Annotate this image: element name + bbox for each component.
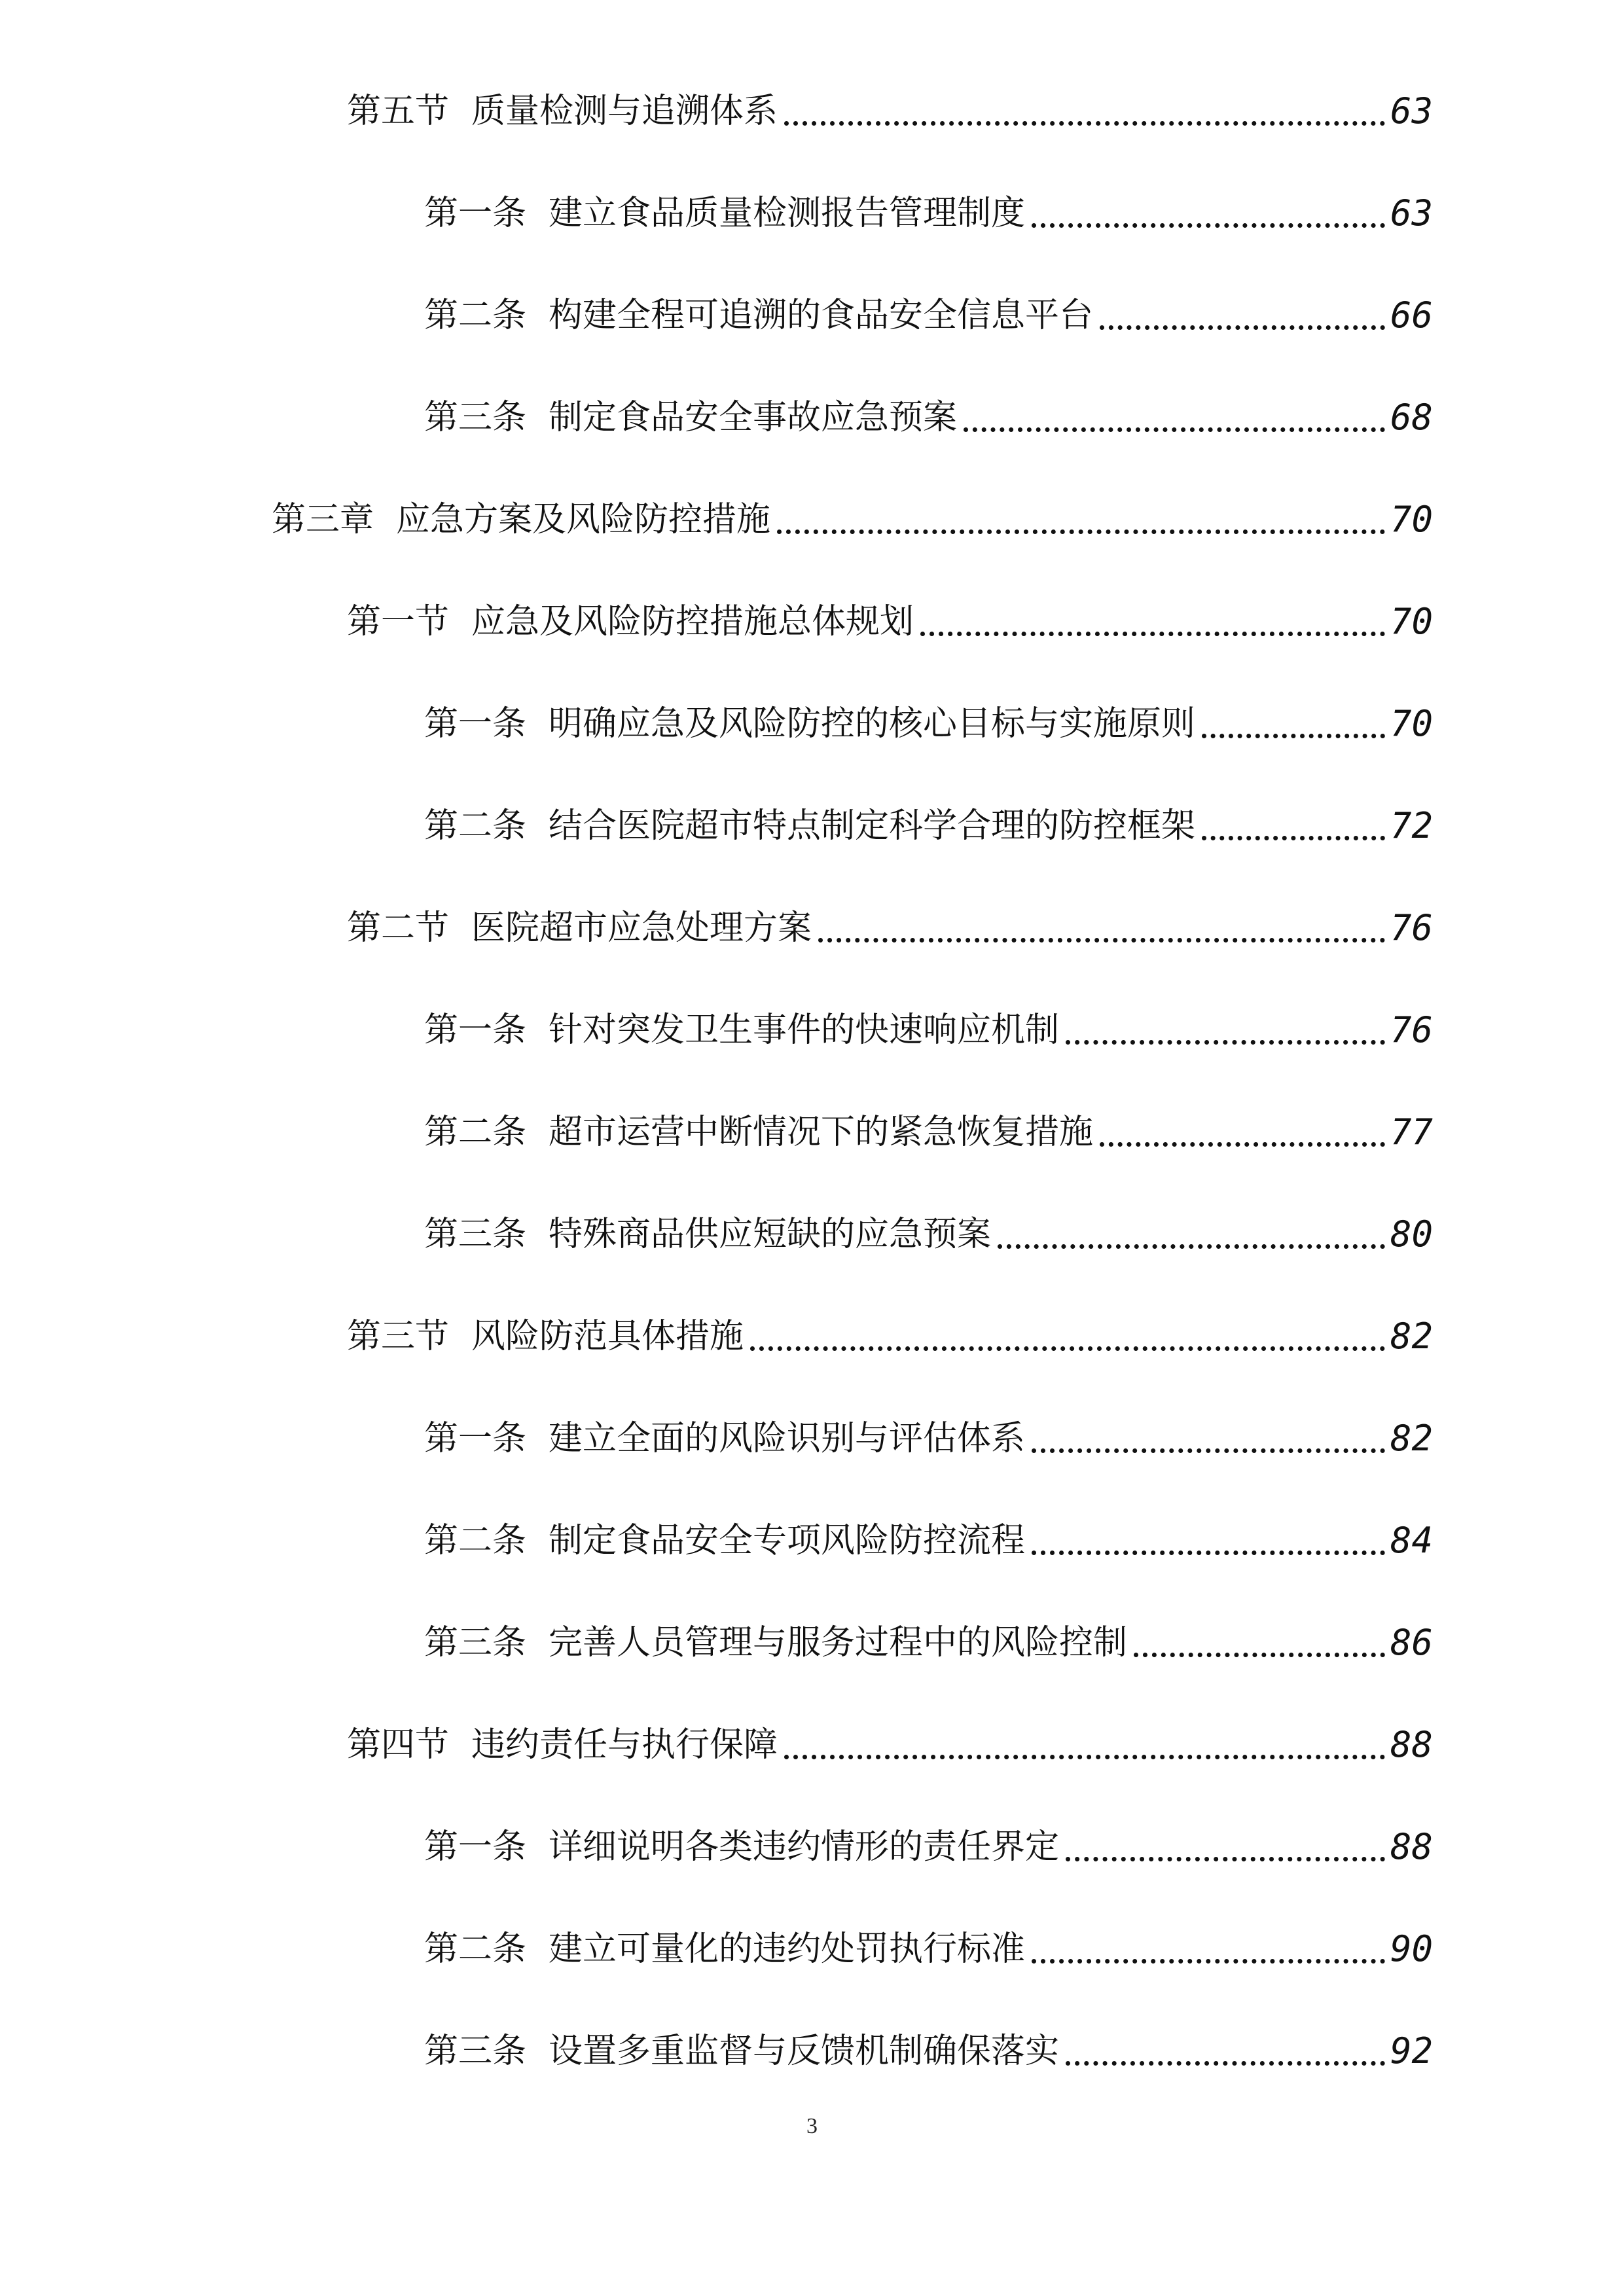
toc-entry-number: 第二条: [424, 1113, 527, 1152]
toc-entry[interactable]: [424, 1515, 1433, 1567]
dot-leader: [1066, 2061, 1385, 2066]
toc-entry-title: 建立全面的风险识别与评估体系: [549, 1419, 1026, 1458]
toc-entry-title: 制定食品安全事故应急预案: [549, 398, 958, 437]
toc-entry-number: 第二条: [424, 1929, 527, 1969]
toc-entry-title: 特殊商品供应短缺的应急预案: [549, 1215, 992, 1254]
toc-entry[interactable]: [424, 1208, 1433, 1261]
toc-entry-number: 第一条: [424, 194, 527, 233]
toc-entry-number: 第三章: [272, 500, 374, 539]
toc-entry-number: 第二条: [424, 296, 527, 335]
toc-entry-page: 76: [1390, 907, 1433, 948]
toc-entry[interactable]: [424, 698, 1433, 750]
toc-entry-page: 68: [1390, 397, 1433, 438]
dot-leader: [998, 1244, 1385, 1249]
toc-entry-page: 70: [1390, 601, 1433, 642]
toc-entry-page: 88: [1390, 1724, 1433, 1765]
toc-entry-page: 80: [1390, 1213, 1433, 1255]
toc-entry-page: 90: [1390, 1928, 1433, 1969]
toc-entry-number: 第一条: [424, 1011, 527, 1050]
toc-entry[interactable]: [424, 289, 1433, 342]
toc-entry[interactable]: [347, 85, 1433, 137]
dot-leader: [1032, 1448, 1385, 1453]
dot-leader: [1100, 325, 1385, 330]
toc-entry-number: 第三条: [424, 1215, 527, 1254]
toc-entry-title: 质量检测与追溯体系: [471, 92, 778, 131]
toc-entry[interactable]: [347, 1310, 1433, 1363]
toc-entry-number: 第一条: [424, 1827, 527, 1867]
toc-entry[interactable]: [424, 187, 1433, 240]
toc-entry-title: 医院超市应急处理方案: [471, 908, 812, 948]
dot-leader: [920, 632, 1385, 636]
toc-entry-page: 63: [1390, 192, 1433, 234]
toc-entry[interactable]: [347, 596, 1433, 648]
toc-entry[interactable]: [424, 1617, 1433, 1669]
toc-entry-page: 66: [1390, 295, 1433, 336]
dot-leader: [1032, 223, 1385, 228]
toc-entry-title: 超市运营中断情况下的紧急恢复措施: [549, 1113, 1094, 1152]
dot-leader: [1066, 1857, 1385, 1861]
toc-entry-title: 构建全程可追溯的食品安全信息平台: [549, 296, 1094, 335]
toc-entry-title: 完善人员管理与服务过程中的风险控制: [549, 1623, 1128, 1662]
toc-entry[interactable]: [424, 1004, 1433, 1056]
dot-leader: [750, 1346, 1385, 1351]
dot-leader: [1134, 1653, 1385, 1657]
toc-entry[interactable]: [424, 391, 1433, 444]
dot-leader: [1100, 1142, 1385, 1147]
page-number: 3: [806, 2114, 818, 2138]
toc-entry-number: 第三节: [347, 1317, 450, 1356]
toc-entry[interactable]: [424, 800, 1433, 852]
toc-entry-title: 详细说明各类违约情形的责任界定: [549, 1827, 1060, 1867]
toc-entry-page: 92: [1390, 2030, 1433, 2072]
toc-entry[interactable]: [272, 493, 1433, 546]
toc-entry-page: 70: [1390, 499, 1433, 540]
dot-leader: [784, 121, 1385, 126]
dot-leader: [1202, 734, 1385, 738]
toc-entry-title: 风险防范具体措施: [471, 1317, 744, 1356]
toc-entry-page: 76: [1390, 1009, 1433, 1050]
toc-entry-number: 第一节: [347, 602, 450, 641]
dot-leader: [818, 938, 1385, 942]
toc-entry-number: 第五节: [347, 92, 450, 131]
toc-entry-page: 63: [1390, 90, 1433, 132]
toc-entry-page: 70: [1390, 703, 1433, 744]
toc-entry-number: 第一条: [424, 1419, 527, 1458]
toc-entry-page: 88: [1390, 1826, 1433, 1867]
toc-entry-title: 结合医院超市特点制定科学合理的防控框架: [549, 806, 1196, 846]
toc-entry-title: 建立食品质量检测报告管理制度: [549, 194, 1026, 233]
toc-entry-number: 第三条: [424, 1623, 527, 1662]
toc-entry-page: 77: [1390, 1111, 1433, 1153]
toc-entry-number: 第一条: [424, 704, 527, 744]
toc-entry[interactable]: [424, 1106, 1433, 1158]
toc-entry[interactable]: [424, 1923, 1433, 1975]
toc-entry-page: 84: [1390, 1520, 1433, 1561]
dot-leader: [784, 1755, 1385, 1759]
toc-entry-number: 第二条: [424, 1521, 527, 1560]
dot-leader: [777, 529, 1385, 534]
toc-entry[interactable]: [347, 1719, 1433, 1771]
toc-entry[interactable]: [424, 1821, 1433, 1873]
toc-entry-title: 设置多重监督与反馈机制确保落实: [549, 2032, 1060, 2071]
dot-leader: [964, 427, 1385, 432]
toc-entry-page: 82: [1390, 1316, 1433, 1357]
toc-entry-page: 72: [1390, 805, 1433, 846]
toc-entry-page: 86: [1390, 1622, 1433, 1663]
dot-leader: [1032, 1551, 1385, 1555]
toc-entry[interactable]: [424, 1412, 1433, 1465]
toc-entry-number: 第二节: [347, 908, 450, 948]
toc-entry-number: 第二条: [424, 806, 527, 846]
toc-entry[interactable]: [424, 2025, 1433, 2077]
toc-entry-number: 第四节: [347, 1725, 450, 1765]
toc-entry-title: 针对突发卫生事件的快速响应机制: [549, 1011, 1060, 1050]
toc-entry-number: 第三条: [424, 398, 527, 437]
toc-entry-title: 制定食品安全专项风险防控流程: [549, 1521, 1026, 1560]
toc-entry-title: 建立可量化的违约处罚执行标准: [549, 1929, 1026, 1969]
toc-entry[interactable]: [347, 902, 1433, 954]
toc-entry-title: 应急方案及风险防控措施: [396, 500, 771, 539]
toc-entry-page: 82: [1390, 1418, 1433, 1459]
dot-leader: [1066, 1040, 1385, 1045]
dot-leader: [1202, 836, 1385, 840]
toc-entry-title: 应急及风险防控措施总体规划: [471, 602, 914, 641]
toc-entry-number: 第三条: [424, 2032, 527, 2071]
toc-entry-title: 明确应急及风险防控的核心目标与实施原则: [549, 704, 1196, 744]
dot-leader: [1032, 1959, 1385, 1964]
toc-entry-title: 违约责任与执行保障: [471, 1725, 778, 1765]
